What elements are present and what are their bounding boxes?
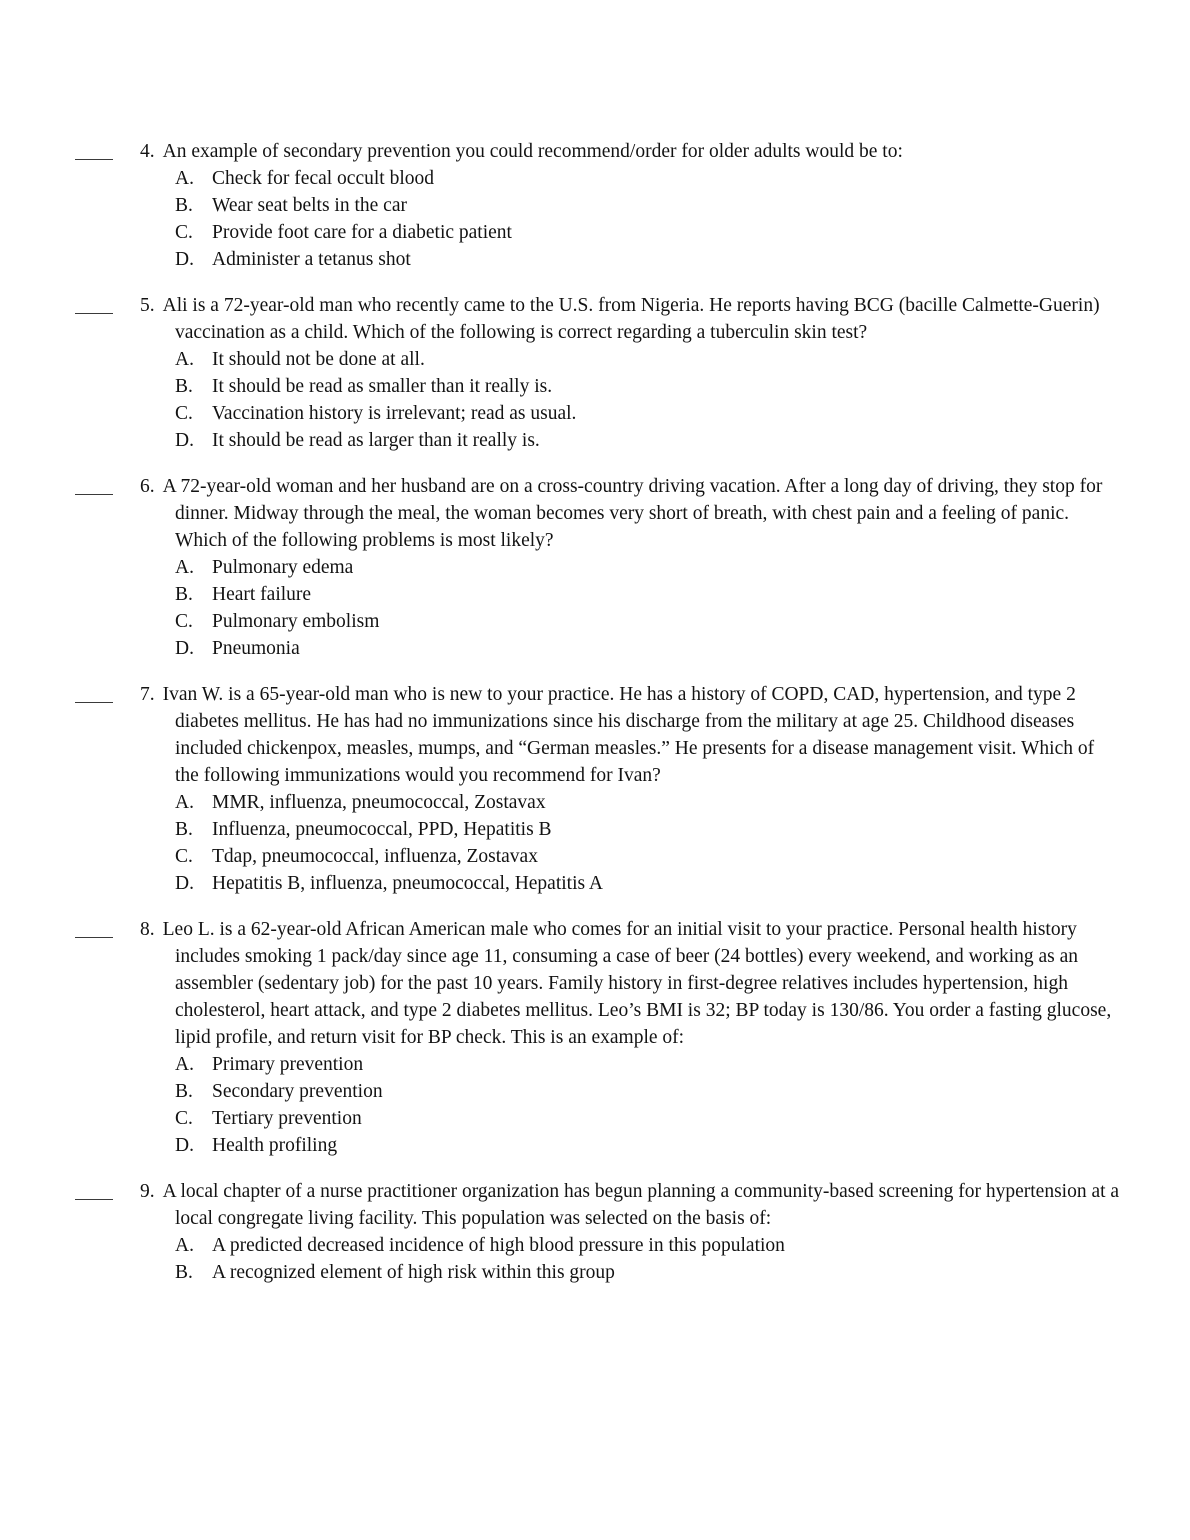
option-text: Pneumonia xyxy=(212,638,300,659)
option-b xyxy=(175,192,1120,219)
answer-blank xyxy=(75,916,113,938)
option-letter: D. xyxy=(175,1135,194,1156)
option-b xyxy=(175,1259,1120,1286)
question-text: A local chapter of a nurse practitioner organization has begun planning a community-based screening for hypertension at a local congregate living facility. This population was selected on the basis of: xyxy=(162,1181,1120,1229)
question-content xyxy=(140,1178,1120,1286)
question-stem xyxy=(140,292,1120,346)
question-text: A 72-year-old woman and her husband are on a cross-country driving vacation. After a long day of driving, they stop for dinner. Midway through the meal, the woman becomes very short of breath, with chest pain and a feeling of panic. Which of the following problems is most likely? xyxy=(162,476,1103,551)
option-text: It should not be done at all. xyxy=(212,349,425,370)
option-text: Secondary prevention xyxy=(212,1081,383,1102)
question-stem xyxy=(140,1178,1120,1232)
option-letter: D. xyxy=(175,873,194,894)
option-c xyxy=(175,400,1120,427)
option-c xyxy=(175,843,1120,870)
option-b xyxy=(175,581,1120,608)
option-letter: A. xyxy=(175,1235,194,1256)
question-stem xyxy=(140,916,1120,1051)
option-text: Pulmonary edema xyxy=(212,557,354,578)
option-b xyxy=(175,1078,1120,1105)
question-content xyxy=(140,138,1120,273)
option-text: Vaccination history is irrelevant; read as usual. xyxy=(212,403,577,424)
option-text: It should be read as smaller than it really is. xyxy=(212,376,553,397)
question-stem xyxy=(140,681,1120,789)
option-letter: D. xyxy=(175,249,194,270)
option-d xyxy=(175,870,1120,897)
option-a xyxy=(175,165,1120,192)
question-number: 6. xyxy=(140,476,155,497)
question-4 xyxy=(75,138,1120,273)
option-letter: D. xyxy=(175,430,194,451)
question-6 xyxy=(75,473,1120,662)
option-a xyxy=(175,554,1120,581)
option-b xyxy=(175,816,1120,843)
question-8 xyxy=(75,916,1120,1159)
options-list xyxy=(140,789,1120,897)
option-letter: C. xyxy=(175,222,193,243)
option-text: A predicted decreased incidence of high blood pressure in this population xyxy=(212,1235,785,1256)
option-letter: B. xyxy=(175,819,193,840)
option-a xyxy=(175,1232,1120,1259)
option-text: Primary prevention xyxy=(212,1054,364,1075)
option-text: Health profiling xyxy=(212,1135,338,1156)
answer-blank xyxy=(75,292,113,314)
option-text: It should be read as larger than it really is. xyxy=(212,430,540,451)
option-d xyxy=(175,427,1120,454)
question-9 xyxy=(75,1178,1120,1286)
option-text: Tertiary prevention xyxy=(212,1108,362,1129)
option-text: Pulmonary embolism xyxy=(212,611,380,632)
option-c xyxy=(175,1105,1120,1132)
option-a xyxy=(175,789,1120,816)
question-7 xyxy=(75,681,1120,897)
option-letter: A. xyxy=(175,168,194,189)
question-text: Leo L. is a 62-year-old African American male who comes for an initial visit to your practice. Personal health history includes smoking 1 pack/day since age 11, consuming a case of beer (24 bottles) every weekend, and working as an assembler (sedentary job) for the past 10 years. Family history in first-degree relatives includes hypertension, high cholesterol, heart attack, and type 2 diabetes mellitus. Leo’s BMI is 32; BP today is 130/86. You order a fasting glucose, lipid profile, and return visit for BP check. This is an example of: xyxy=(162,919,1112,1048)
question-number: 8. xyxy=(140,919,155,940)
option-text: A recognized element of high risk within this group xyxy=(212,1262,615,1283)
option-letter: B. xyxy=(175,584,193,605)
option-letter: C. xyxy=(175,403,193,424)
question-text: Ivan W. is a 65-year-old man who is new to your practice. He has a history of COPD, CAD, hypertension, and type 2 diabetes mellitus. He has had no immunizations since his discharge from the military at age 25. Childhood diseases included chickenpox, measles, mumps, and “German measles.” He presents for a disease management visit. Which of the following immunizations would you recommend for Ivan? xyxy=(162,684,1095,786)
option-letter: A. xyxy=(175,792,194,813)
question-number: 4. xyxy=(140,141,155,162)
question-text: An example of secondary prevention you could recommend/order for older adults would be to: xyxy=(162,141,903,162)
option-letter: B. xyxy=(175,1262,193,1283)
option-text: Hepatitis B, influenza, pneumococcal, Hepatitis A xyxy=(212,873,603,894)
question-content xyxy=(140,681,1120,897)
option-text: MMR, influenza, pneumococcal, Zostavax xyxy=(212,792,546,813)
option-c xyxy=(175,219,1120,246)
answer-blank xyxy=(75,681,113,703)
question-number: 5. xyxy=(140,295,155,316)
option-d xyxy=(175,246,1120,273)
option-letter: C. xyxy=(175,846,193,867)
option-a xyxy=(175,346,1120,373)
question-number: 9. xyxy=(140,1181,155,1202)
options-list xyxy=(140,554,1120,662)
option-letter: A. xyxy=(175,557,194,578)
answer-blank xyxy=(75,138,113,160)
option-text: Heart failure xyxy=(212,584,312,605)
question-5 xyxy=(75,292,1120,454)
option-d xyxy=(175,1132,1120,1159)
options-list xyxy=(140,1051,1120,1159)
question-text: Ali is a 72-year-old man who recently came to the U.S. from Nigeria. He reports having BCG (bacille Calmette-Guerin) vaccination as a child. Which of the following is correct regarding a tuberculin skin test? xyxy=(162,295,1100,343)
option-text: Wear seat belts in the car xyxy=(212,195,407,216)
option-letter: B. xyxy=(175,376,193,397)
option-d xyxy=(175,635,1120,662)
option-letter: D. xyxy=(175,638,194,659)
options-list xyxy=(140,165,1120,273)
question-number: 7. xyxy=(140,684,155,705)
option-letter: A. xyxy=(175,349,194,370)
option-b xyxy=(175,373,1120,400)
option-letter: A. xyxy=(175,1054,194,1075)
question-stem xyxy=(140,138,1120,165)
answer-blank xyxy=(75,473,113,495)
option-text: Check for fecal occult blood xyxy=(212,168,434,189)
question-stem xyxy=(140,473,1120,554)
answer-blank xyxy=(75,1178,113,1200)
option-c xyxy=(175,608,1120,635)
options-list xyxy=(140,1232,1120,1286)
option-letter: C. xyxy=(175,611,193,632)
question-content xyxy=(140,292,1120,454)
option-text: Provide foot care for a diabetic patient xyxy=(212,222,512,243)
option-letter: C. xyxy=(175,1108,193,1129)
option-text: Influenza, pneumococcal, PPD, Hepatitis B xyxy=(212,819,552,840)
option-a xyxy=(175,1051,1120,1078)
option-letter: B. xyxy=(175,1081,193,1102)
options-list xyxy=(140,346,1120,454)
option-letter: B. xyxy=(175,195,193,216)
question-content xyxy=(140,473,1120,662)
question-content xyxy=(140,916,1120,1159)
option-text: Tdap, pneumococcal, influenza, Zostavax xyxy=(212,846,538,867)
option-text: Administer a tetanus shot xyxy=(212,249,411,270)
